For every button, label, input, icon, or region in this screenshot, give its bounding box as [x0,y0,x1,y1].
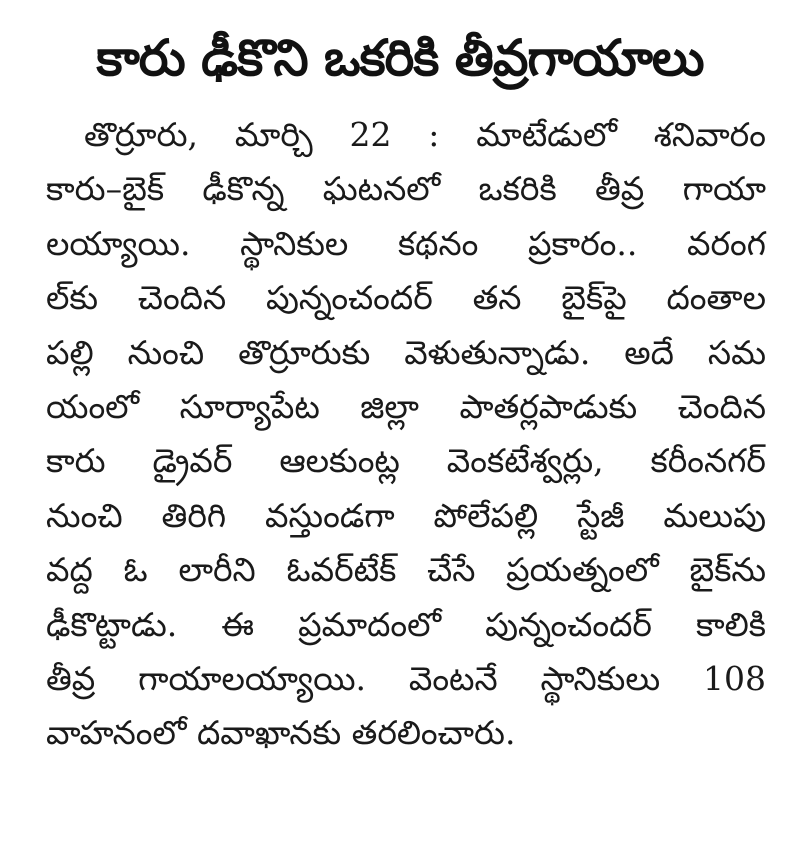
article-line: ఢీకొట్టాడు. ఈ ప్రమాదంలో పున్నంచందర్ కాలికి [46,604,766,644]
article-line: యంలో సూర్యాపేట జిల్లా పాతర్లపాడుకు చెందిన [46,386,766,426]
article-line: తీవ్ర గాయాలయ్యాయి. వెంటనే స్థానికులు 108 [46,658,766,698]
article-line: లయ్యాయి. స్థానికుల కథనం ప్రకారం.. వరంగ [46,223,766,263]
article-line: నుంచి తిరిగి వస్తుండగా పోలేపల్లి స్టేజీ మలుపు [46,495,766,535]
article-line: కారు డ్రైవర్ ఆలకుంట్ల వెంకటేశ్వర్లు, కరీంనగర్ [46,441,766,481]
article-line: తొర్రూరు, మార్చి 22 : మాటేడులో శనివారం [84,115,766,154]
article-line: పల్లి నుంచి తొర్రూరుకు వెళుతున్నాడు. అదే సమ [46,332,766,372]
article-headline: కారు ఢీకొని ఒకరికి తీవ్రగాయాలు [96,29,704,87]
article-line: వద్ద ఓ లారీని ఓవర్‌టేక్ చేసే ప్రయత్నంలో బైక్‌ను [46,550,766,590]
article-line: ల్‌కు చెందిన పున్నంచందర్ తన బైక్‌పై దంతాల [46,278,766,318]
article-line: వాహనంలో దవాఖానకు తరలించారు. [46,713,516,753]
article-line: కారు–బైక్ ఢీకొన్న ఘటనలో ఒకరికి తీవ్ర గాయా [46,169,766,209]
article-body [46,108,766,761]
